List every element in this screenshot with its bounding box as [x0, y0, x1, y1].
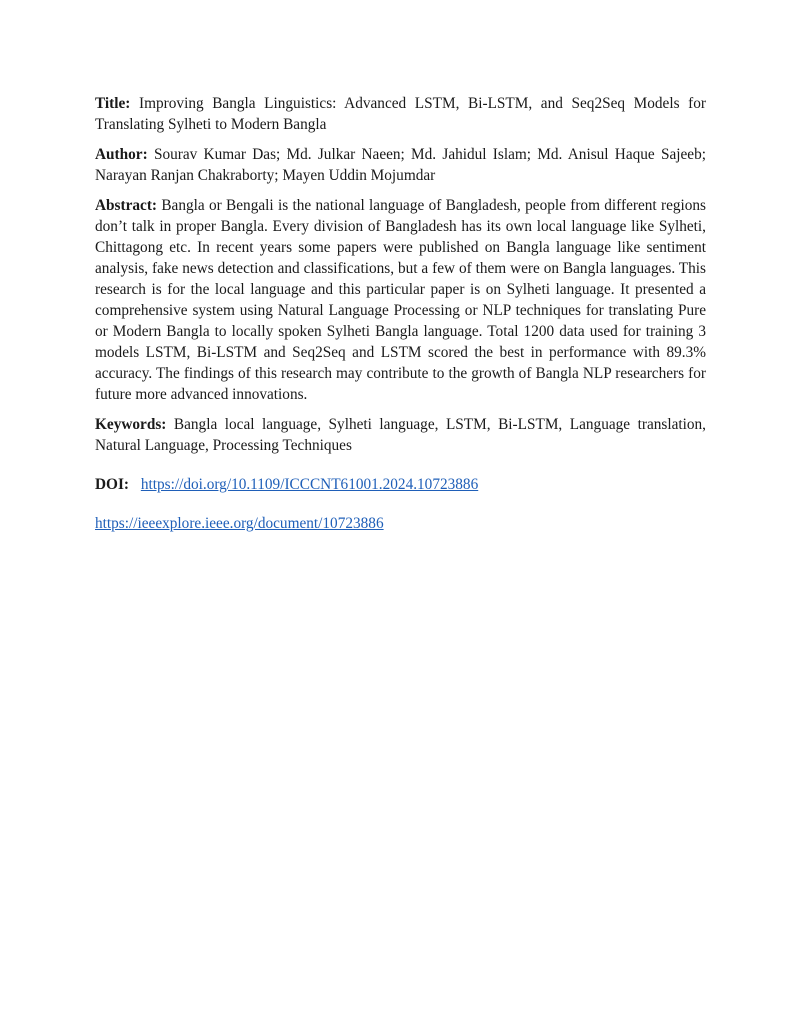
keywords-paragraph — [95, 414, 706, 456]
document-page — [95, 93, 706, 534]
abstract-paragraph — [95, 195, 706, 405]
author-paragraph — [95, 144, 706, 186]
abstract-text: Bangla or Bengali is the national language of Bangladesh, people from different regions don’t talk in proper Bangla. Every division of Bangladesh has its own local language like Sylheti, Chittagong etc. In recent years some papers were published on Bangla language like sentiment analysis, fake news detection and classifications, but a few of them were on Bangla languages. This research is for the local language and this particular paper is on Sylheti language. It presented a comprehensive system using Natural Language Processing or NLP techniques for translating Pure or Modern Bangla to locally spoken Sylheti Bangla language. Total 1200 data used for training 3 models LSTM, Bi-LSTM and Seq2Seq and LSTM scored the best in performance with 89.3% accuracy. The findings of this research may contribute to the growth of Bangla NLP researchers for future more advanced innovations. — [95, 197, 707, 403]
abstract-label: Abstract: — [95, 197, 158, 214]
doi-label: DOI: — [95, 476, 129, 493]
keywords-label: Keywords: — [95, 416, 167, 433]
author-label: Author: — [95, 146, 148, 163]
ieee-link[interactable]: https://ieeexplore.ieee.org/document/10723886 — [95, 515, 384, 532]
title-paragraph — [95, 93, 706, 135]
title-label: Title: — [95, 95, 131, 112]
keywords-text: Bangla local language, Sylheti language, LSTM, Bi-LSTM, Language translation, Natural Language, Processing Techniques — [95, 416, 706, 454]
doi-link[interactable]: https://doi.org/10.1109/ICCCNT61001.2024.10723886 — [140, 476, 479, 493]
ieee-line — [95, 513, 706, 534]
author-text: Sourav Kumar Das; Md. Julkar Naeen; Md. Jahidul Islam; Md. Anisul Haque Sajeeb; Narayan Ranjan Chakraborty; Mayen Uddin Mojumdar — [95, 146, 706, 184]
doi-line — [95, 474, 706, 495]
title-text: Improving Bangla Linguistics: Advanced LSTM, Bi-LSTM, and Seq2Seq Models for Translating Sylheti to Modern Bangla — [95, 95, 706, 133]
